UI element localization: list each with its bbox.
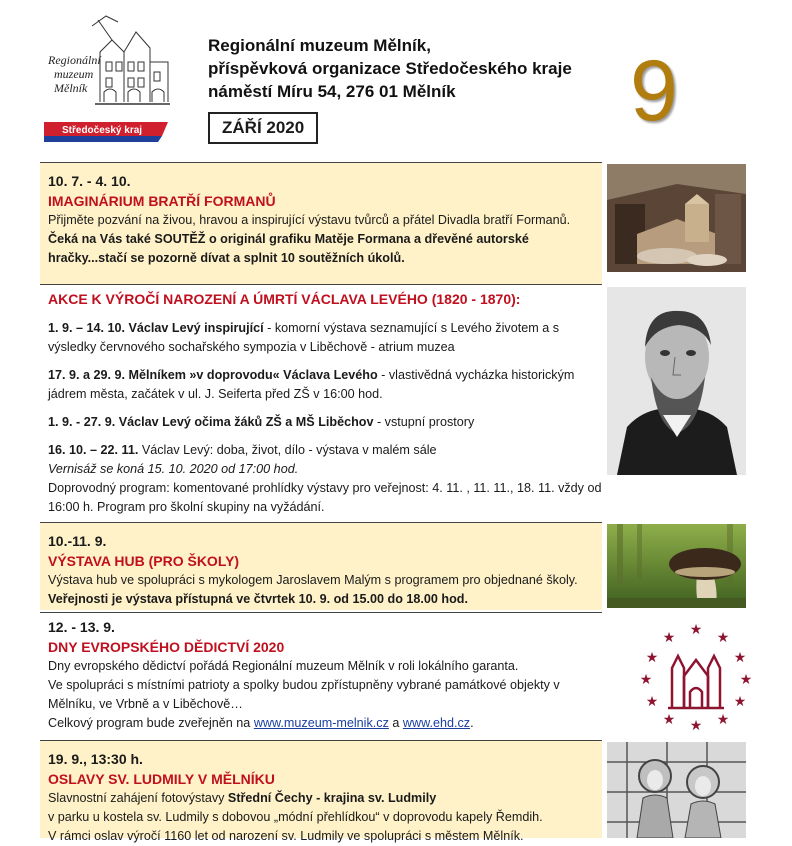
event-item — [48, 319, 602, 357]
svg-text:★: ★ — [716, 711, 730, 727]
item-bold: 1. 9. - 27. 9. Václav Levý očima žáků ZŠ a MŠ Liběchov — [48, 415, 374, 429]
section-imaginarium — [40, 162, 602, 284]
svg-text:★: ★ — [716, 629, 730, 645]
description-paragraph: v parku u kostela sv. Ludmily s dobovou „módní přehlídkou“ v doprovodu kapely Řemdih. — [48, 810, 543, 824]
st-ludmila-stained-glass — [607, 742, 746, 838]
section-vaclav-levy — [40, 284, 602, 520]
header-line2: příspěvková organizace Středočeského kraje — [208, 59, 572, 78]
svg-text:★: ★ — [662, 711, 676, 727]
item-text: - vlastivědná vycházka historickým jádrem města, začátek v ul. J. Seiferta před ZŠ v 16:00 hod. — [48, 368, 575, 401]
section-st-ludmila — [40, 740, 602, 843]
museum-logo — [40, 12, 175, 142]
event-date: 12. - 13. 9. — [48, 619, 115, 635]
event-item — [48, 366, 602, 404]
ehd-website-link[interactable]: www.ehd.cz — [402, 716, 471, 730]
european-heritage-logo — [640, 620, 752, 732]
event-item — [48, 413, 602, 432]
description-bold: Střední Čechy - krajina sv. Ludmily — [227, 791, 437, 805]
mushroom-photo — [607, 524, 746, 608]
program-note: Doprovodný program: komentované prohlídky výstavy pro veřejnost: 4. 11. , 11. 11., 18. 11. vždy od 16:00 h. Program pro školní skupiny na vyžádání. — [48, 481, 602, 514]
description-paragraph: Dny evropského dědictví pořádá Regionální muzeum Mělník v roli lokálního garanta. — [48, 659, 519, 673]
description-text: Slavnostní zahájení fotovýstavy — [48, 791, 228, 805]
item-bold: 17. 9. a 29. 9. Mělníkem »v doprovodu« Václava Levého — [48, 368, 378, 382]
event-title: AKCE K VÝROČÍ NAROZENÍ A ÚMRTÍ VÁCLAVA LEVÉHO (1820 - 1870): — [48, 291, 521, 307]
header-address — [208, 34, 572, 103]
logo-line3: Mělník — [54, 81, 88, 95]
logo-line2: muzeum — [54, 67, 94, 81]
item-text: - vstupní prostory — [373, 415, 475, 429]
museum-website-link[interactable]: www.muzeum-melnik.cz — [253, 716, 389, 730]
description-text: Výstava hub ve spolupráci s mykologem Jaroslavem Malým s programem pro objednané školy. — [48, 573, 578, 587]
svg-text:★: ★ — [733, 649, 747, 665]
svg-text:★: ★ — [689, 717, 703, 732]
logo-banner: Středočeský kraj — [62, 125, 143, 136]
imaginarium-photo — [607, 164, 746, 272]
vaclav-levy-portrait — [607, 287, 746, 475]
description-paragraph: V rámci oslav výročí 1160 let od narození sv. Ludmily ve spolupráci s městem Mělník. — [48, 829, 524, 843]
svg-text:★: ★ — [645, 693, 659, 709]
issue-number: 9 — [630, 43, 678, 139]
event-item — [48, 441, 602, 517]
event-date: 10. 7. - 4. 10. — [48, 173, 131, 189]
text-suffix: . — [470, 716, 474, 730]
svg-text:★: ★ — [645, 649, 659, 665]
description-text: Přijměte pozvání na živou, hravou a inspirující výstavu tvůrců a přátel Divadla bratří Formanů. — [48, 213, 571, 227]
month-label: ZÁŘÍ 2020 — [208, 112, 318, 144]
event-description — [48, 571, 602, 609]
event-description — [48, 211, 602, 268]
item-text: Václav Levý: doba, život, dílo - výstava v malém sále — [138, 443, 437, 457]
event-title: OSLAVY SV. LUDMILY V MĚLNÍKU — [48, 771, 275, 787]
event-title: IMAGINÁRIUM BRATŘÍ FORMANŮ — [48, 193, 276, 209]
description-paragraph — [48, 789, 602, 808]
header-line3: náměstí Míru 54, 276 01 Mělník — [208, 82, 456, 101]
item-text: - komorní výstava seznamující s Levého životem a s výsledky červnového sochařského sympozia v Liběchově - atrium muzea — [48, 321, 559, 354]
event-date: 19. 9., 13:30 h. — [48, 751, 143, 767]
section-heritage-days — [40, 612, 602, 738]
description-paragraph — [48, 714, 602, 733]
header-line1: Regionální muzeum Mělník, — [208, 36, 431, 55]
text-prefix: Celkový program bude zveřejněn na — [48, 716, 254, 730]
section-mushroom-exhibition — [40, 522, 602, 610]
svg-text:★: ★ — [662, 629, 676, 645]
description-paragraph: Ve spolupráci s místními patrioty a spolky budou zpřístupněny vybrané památkové objekty v Mělníku, ve Vrbně a v Liběchově… — [48, 678, 560, 711]
event-title: DNY EVROPSKÉHO DĚDICTVÍ 2020 — [48, 639, 285, 655]
item-bold: 16. 10. – 22. 11. — [48, 443, 139, 457]
svg-text:★: ★ — [640, 671, 653, 687]
svg-text:★: ★ — [689, 621, 703, 637]
logo-line1: Regionální — [48, 53, 101, 67]
svg-text:★: ★ — [733, 693, 747, 709]
description-bold: Veřejnosti je výstava přístupná ve čtvrtek 10. 9. od 15.00 do 18.00 hod. — [48, 592, 468, 606]
event-date: 10.-11. 9. — [48, 533, 107, 549]
vernissage-note: Vernisáž se koná 15. 10. 2020 od 17:00 hod. — [48, 462, 299, 476]
item-bold: 1. 9. – 14. 10. Václav Levý inspirující — [48, 321, 264, 335]
text-conjunction: a — [388, 716, 403, 730]
description-bold: Čeká na Vás také SOUTĚŽ o originál grafiku Matěje Formana a dřevěné autorské hračky...stačí se pozorně dívat a splnit 10 soutěžních úkolů. — [48, 232, 529, 265]
event-title: VÝSTAVA HUB (PRO ŠKOLY) — [48, 553, 240, 569]
svg-text:★: ★ — [739, 671, 752, 687]
